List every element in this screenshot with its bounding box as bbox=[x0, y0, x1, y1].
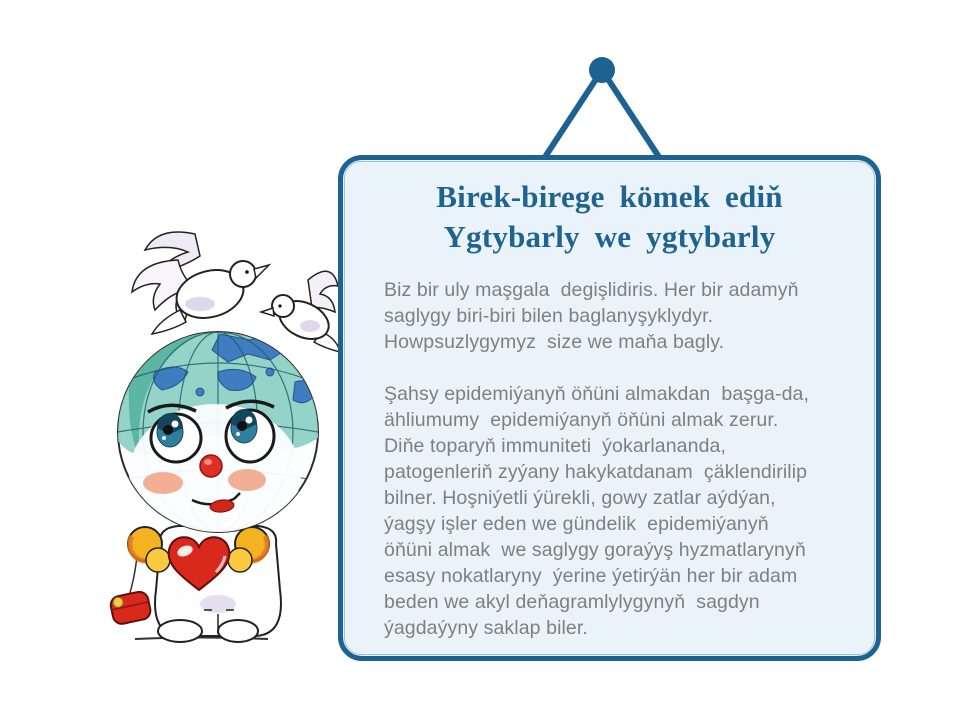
hanger-pin bbox=[589, 57, 615, 83]
globe-face-icon bbox=[118, 332, 318, 544]
body-line: bilner. Hoşniýetli ýürekli, gowy zatlar aýdýan, bbox=[384, 487, 776, 509]
hanger-strings bbox=[545, 70, 659, 157]
paragraph-2 bbox=[384, 381, 856, 641]
body-line: ýagdaýyny saklap biler. bbox=[384, 617, 588, 639]
right-foot bbox=[218, 620, 258, 642]
body-line: saglygy biri-biri bilen baglanyşyklydyr. bbox=[384, 305, 714, 327]
hanger bbox=[528, 52, 678, 162]
card-title-line-1: Birek-birege kömek ediň bbox=[436, 179, 783, 214]
first-aid-bag-icon bbox=[102, 559, 152, 626]
mascot-illustration bbox=[100, 222, 340, 652]
body-line: Diňe toparyň immuniteti ýokarlananda, bbox=[384, 435, 726, 457]
body-line: esasy nokatlaryny ýerine ýetirýän her bir adam bbox=[384, 565, 798, 587]
right-dove-icon bbox=[261, 271, 340, 352]
text-card bbox=[338, 155, 881, 661]
body-line: Biz bir uly maşgala degişlidiris. Her bir adamyň bbox=[384, 279, 799, 301]
card-body bbox=[384, 277, 856, 641]
left-foot bbox=[158, 620, 202, 642]
body-line: ähliumumy epidemiýanyň öňüni almak zerur. bbox=[384, 409, 779, 431]
body-line: Howpsuzlygymyz size we maňa bagly. bbox=[384, 331, 725, 353]
body-line: patogenleriň zyýany hakykatdanam çäklendirilip bbox=[384, 461, 808, 483]
body-line: beden we akyl deňagramlylygynyň sagdyn bbox=[384, 591, 760, 613]
body-line: öňüni almak we saglygy goraýyş hyzmatlarynyň bbox=[384, 539, 806, 561]
right-cheek bbox=[228, 469, 266, 491]
body-line: ýagşy işler eden we gündelik epidemiýanyň bbox=[384, 513, 769, 535]
left-cheek bbox=[143, 472, 183, 494]
paragraph-1 bbox=[384, 277, 856, 355]
card-title bbox=[343, 177, 876, 257]
body-line: Şahsy epidemiýanyň öňüni almakdan başga-da, bbox=[384, 383, 810, 405]
left-dove-icon bbox=[132, 232, 269, 334]
nose bbox=[200, 455, 222, 477]
card-title-line-2: Ygtybarly we ygtybarly bbox=[443, 219, 776, 254]
